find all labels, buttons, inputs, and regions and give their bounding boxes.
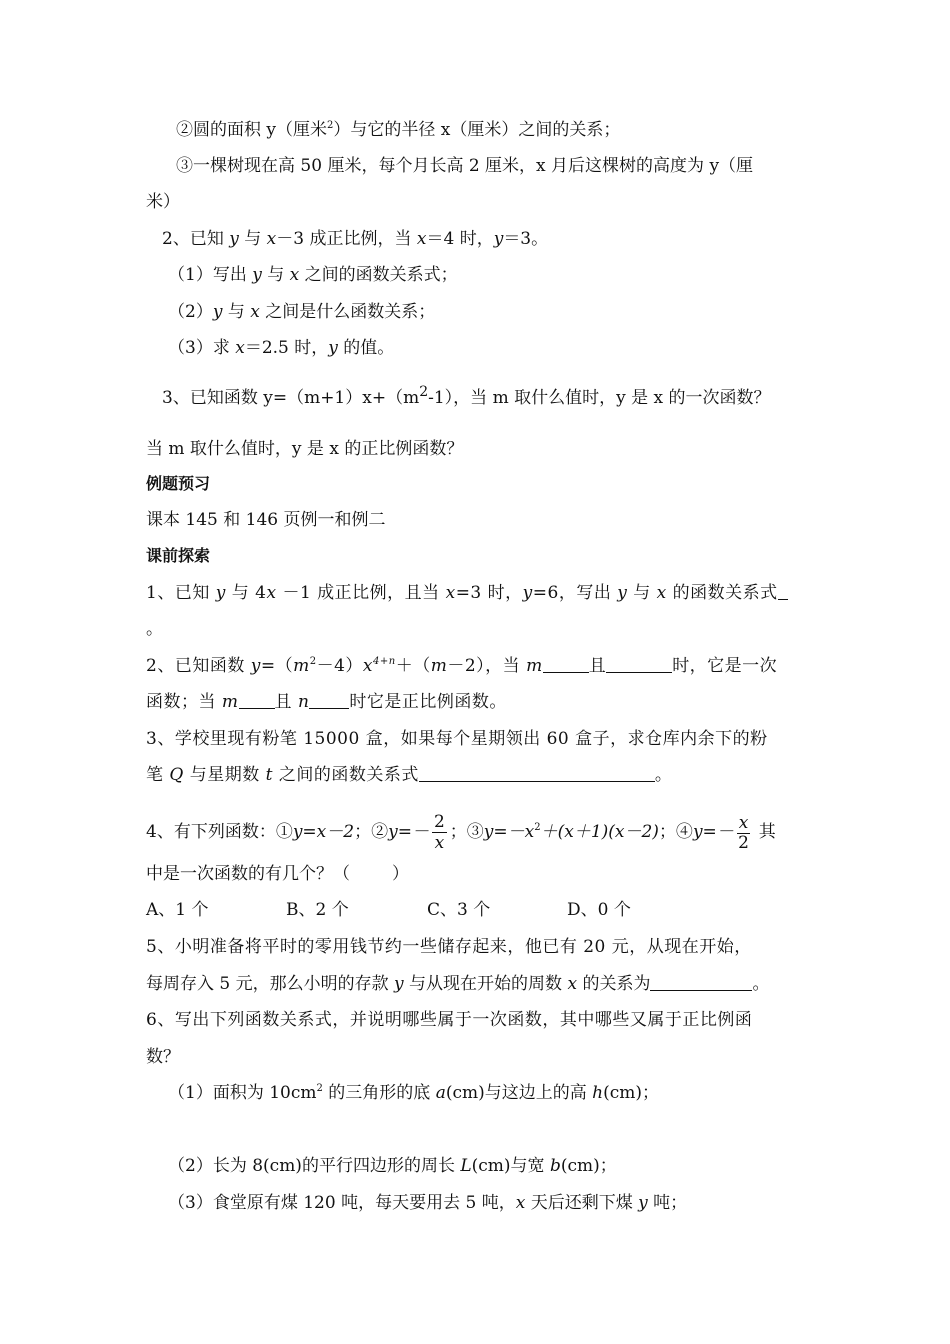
- var: m: [526, 656, 543, 676]
- exponent-text: 4+n: [373, 656, 396, 667]
- text: 。: [752, 974, 770, 994]
- text: 之间是什么函数关系；: [259, 302, 436, 322]
- answer-blank[interactable]: [239, 692, 275, 709]
- text: （3）求: [168, 338, 236, 358]
- explore-6-line2: 数？: [146, 1047, 180, 1067]
- text: 的三角形的底: [322, 1083, 436, 1103]
- var: m: [293, 656, 310, 676]
- text: －4）: [316, 656, 363, 676]
- text: 之间的函数关系式: [273, 765, 419, 785]
- var: x: [289, 265, 300, 285]
- intro-item-3-line2: 米）: [146, 192, 180, 212]
- var: y: [493, 229, 504, 249]
- text: (cm)与宽: [471, 1156, 550, 1176]
- text: －2），当: [447, 656, 527, 676]
- exponent: [373, 656, 396, 667]
- fraction-x-over-2: [737, 813, 751, 853]
- text: 吨；: [647, 1193, 688, 1213]
- text: ②圆的面积 y（厘米: [176, 120, 328, 140]
- explore-6-line1: 6、写出下列函数关系式，并说明哪些属于一次函数，其中哪些又属于正比例函: [146, 1010, 753, 1030]
- text: 时，它是一次: [672, 656, 778, 676]
- text: (cm)；: [603, 1083, 659, 1103]
- text: -1），当 m 取什么值时，y 是 x 的一次函数？: [428, 388, 771, 408]
- section-title-explore: 课前探索: [146, 546, 211, 565]
- var: n: [297, 692, 310, 712]
- text: 与: [222, 302, 251, 322]
- text: 与: [627, 583, 657, 603]
- text: －1 成正比例，且当: [276, 583, 446, 603]
- q2-sub1: [168, 264, 458, 286]
- explore-2-line1: [146, 655, 777, 677]
- section-title-example: 例题预习: [146, 474, 211, 493]
- text: =6，写出: [532, 583, 618, 603]
- superscript: 2: [419, 384, 429, 400]
- var: y: [617, 583, 628, 603]
- text: 且: [588, 656, 607, 676]
- text: ＝3。: [503, 229, 549, 249]
- option-b: B、2 个: [286, 900, 349, 920]
- formula-4: y=－: [692, 822, 734, 842]
- explore-6-sub1: [168, 1082, 659, 1104]
- text: （2）长为 8(cm)的平行四边形的周长: [168, 1156, 461, 1176]
- var: y: [250, 656, 261, 676]
- text: －3 成正比例，当: [276, 229, 417, 249]
- text: 且: [274, 692, 298, 712]
- var: x: [445, 583, 456, 603]
- text: =3 时，: [455, 583, 523, 603]
- superscript: 2: [309, 656, 317, 667]
- superscript: 2: [327, 120, 334, 131]
- answer-blank[interactable]: [419, 765, 655, 782]
- q2-sub2: [168, 301, 435, 323]
- var: y: [522, 583, 533, 603]
- example-text: 课本 145 和 146 页例一和例二: [146, 510, 386, 530]
- text: ；④: [658, 822, 693, 842]
- explore-6-sub3: [168, 1192, 687, 1214]
- text: 之间的函数关系式；: [299, 265, 458, 285]
- option-d: D、0 个: [567, 900, 631, 920]
- intro-item-2: [176, 119, 620, 141]
- text: （2）: [168, 302, 213, 322]
- var: x: [656, 583, 667, 603]
- formula-1: y=x－2: [292, 822, 355, 842]
- explore-3-line1: 3、学校里现有粉笔 15000 盒，如果每个星期领出 60 盒子，求仓库内余下的粉: [146, 729, 768, 749]
- explore-6-sub2: [168, 1155, 617, 1177]
- var: m: [430, 656, 448, 676]
- var: x: [235, 338, 245, 358]
- text: 4、有下列函数：①: [146, 822, 293, 842]
- var: L: [460, 1156, 472, 1176]
- text: ）与它的半径 x（厘米）之间的关系；: [333, 120, 621, 140]
- text: 。: [654, 765, 673, 785]
- var: Q: [169, 765, 184, 785]
- text: 2、已知: [162, 229, 230, 249]
- var: y: [215, 583, 226, 603]
- text: 每周存入 5 元，那么小明的存款: [146, 974, 395, 994]
- var: y: [229, 229, 239, 249]
- answer-blank[interactable]: [778, 583, 788, 600]
- text: (cm)与这边上的高: [445, 1083, 593, 1103]
- var: x: [515, 1193, 526, 1213]
- var: y: [328, 338, 338, 358]
- text: 与从现在开始的周数: [403, 974, 568, 994]
- var: b: [549, 1156, 561, 1176]
- text: 与: [238, 229, 267, 249]
- var: m: [221, 692, 239, 712]
- text: ；②: [354, 822, 389, 842]
- superscript: 2: [534, 822, 541, 833]
- explore-4-line2: [146, 863, 409, 885]
- text: 的函数关系式: [666, 583, 778, 603]
- explore-2-line2: [146, 691, 507, 713]
- text: 中是一次函数的有几个？（: [146, 864, 350, 884]
- option-c: C、3 个: [427, 900, 491, 920]
- intro-item-3-line1: ③一棵树现在高 50 厘米，每个月长高 2 厘米，x 月后这棵树的高度为 y（厘: [176, 156, 754, 176]
- text: 笔: [146, 765, 170, 785]
- text: 时它是正比例函数。: [349, 692, 507, 712]
- explore-3-line2: [146, 764, 672, 786]
- var: x: [266, 583, 277, 603]
- formula-3b: ＋(x＋1)(x－2): [540, 822, 659, 842]
- var: y: [638, 1193, 648, 1213]
- var: x: [266, 229, 277, 249]
- text: 其: [753, 822, 776, 842]
- text: 3、已知函数 y=（m+1）x+（m: [162, 388, 420, 408]
- var: h: [592, 1083, 604, 1103]
- var: x: [250, 302, 260, 322]
- formula-2: y=－: [388, 822, 429, 842]
- text: （3）食堂原有煤 120 吨，每天要用去 5 吨，: [168, 1193, 516, 1213]
- var: y: [212, 302, 223, 322]
- text: 1、已知: [146, 583, 216, 603]
- option-a: A、1 个: [146, 900, 209, 920]
- explore-1: [146, 582, 788, 604]
- text: 的值。: [337, 338, 395, 358]
- text: 2、已知函数: [146, 656, 251, 676]
- var: x: [416, 229, 427, 249]
- denominator: x: [434, 833, 445, 853]
- text: 天后还剩下煤: [525, 1193, 639, 1213]
- q3-line2: 当 m 取什么值时，y 是 x 的正比例函数？: [146, 439, 464, 459]
- denominator: 2: [738, 832, 749, 853]
- explore-5-line1: 5、小明准备将平时的零用钱节约一些储存起来，他已有 20 元，从现在开始，: [146, 937, 752, 957]
- text: (cm)；: [560, 1156, 617, 1176]
- q2-line: [162, 228, 548, 250]
- formula-3a: y=－x: [483, 822, 535, 842]
- var: x: [567, 974, 578, 994]
- explore-1-end: 。: [146, 619, 163, 639]
- text: （1）写出: [168, 265, 253, 285]
- text: ；③: [449, 822, 484, 842]
- text: 函数；当: [146, 692, 222, 712]
- var: t: [265, 765, 273, 785]
- answer-blank[interactable]: [309, 692, 349, 709]
- superscript: 2: [316, 1083, 323, 1094]
- text: 与 4: [225, 583, 267, 603]
- answer-blank[interactable]: [650, 974, 752, 991]
- q2-sub3: [168, 337, 394, 359]
- text: 与: [261, 265, 290, 285]
- answer-blank[interactable]: [543, 656, 589, 673]
- text: ）: [392, 864, 409, 884]
- q3-line1: [162, 384, 771, 409]
- fraction-2-over-x: [432, 812, 447, 853]
- text: 与星期数: [183, 765, 266, 785]
- text: ＝4 时，: [426, 229, 494, 249]
- text: 的关系为: [577, 974, 651, 994]
- answer-blank[interactable]: [606, 656, 672, 673]
- numerator: 2: [433, 812, 445, 832]
- text: ＋（: [395, 656, 431, 676]
- text: =（: [260, 656, 294, 676]
- var: x: [362, 656, 374, 676]
- text: （1）面积为 10cm: [168, 1083, 317, 1103]
- text: ＝2.5 时，: [244, 338, 329, 358]
- var: a: [435, 1083, 446, 1103]
- explore-5-line2: [146, 973, 769, 995]
- var: y: [394, 974, 404, 994]
- explore-4-line1: [146, 812, 776, 853]
- var: y: [252, 265, 262, 285]
- numerator: x: [738, 812, 749, 833]
